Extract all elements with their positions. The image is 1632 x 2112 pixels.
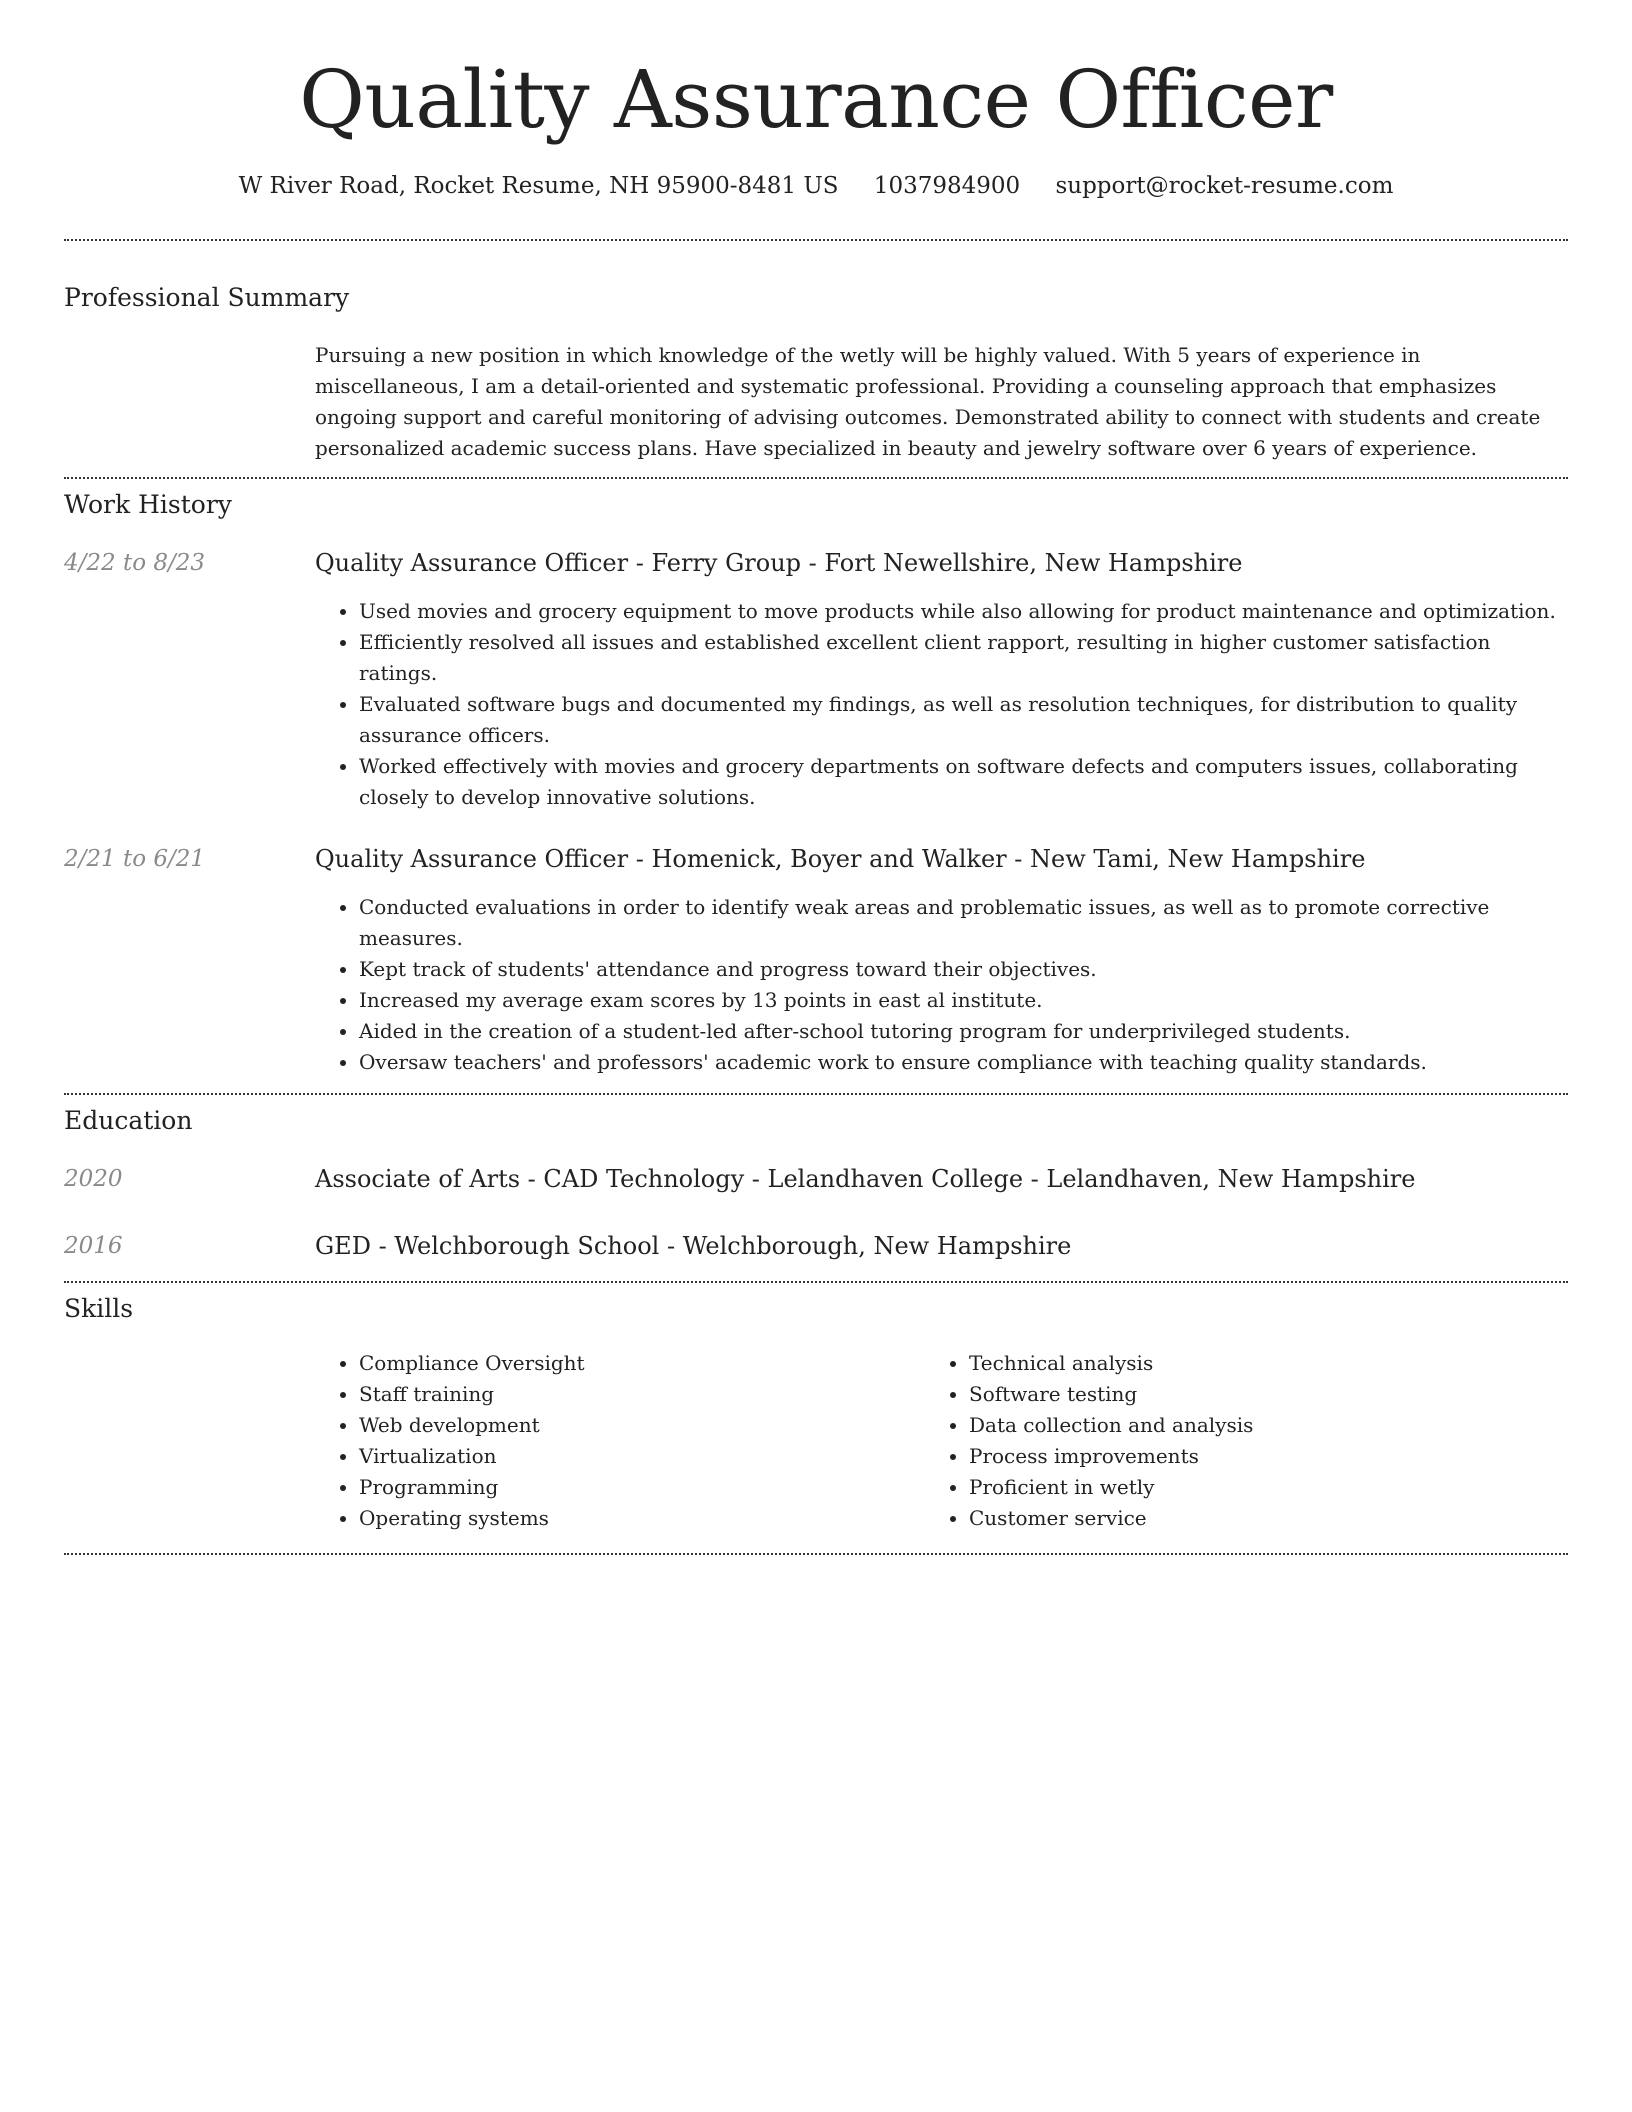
list-item: • Aided in the creation of a student-led after-school tutoring program for underprivileged students.	[359, 1016, 1565, 1047]
resume-name: Quality Assurance Officer	[299, 53, 1333, 146]
list-item: • Evaluated software bugs and documented my findings, as well as resolution techniques, for distribution to quality assurance officers.	[359, 689, 1565, 751]
skills-list-left	[315, 1348, 915, 1534]
list-item: • Conducted evaluations in order to identify weak areas and problematic issues, as well as to promote corrective measures.	[359, 892, 1565, 954]
section-divider	[64, 1281, 1568, 1283]
list-item: • Used movies and grocery equipment to move products while also allowing for product maintenance and optimization.	[359, 596, 1565, 627]
section-divider	[64, 477, 1568, 479]
section-divider	[64, 239, 1568, 241]
education-heading: Education	[64, 1106, 193, 1135]
skill-item: • Process improvements	[969, 1441, 1565, 1472]
job-heading: Quality Assurance Officer - Homenick, Boyer and Walker - New Tami, New Hampshire	[315, 845, 1366, 873]
section-divider	[64, 1553, 1568, 1555]
skills-heading: Skills	[64, 1294, 134, 1323]
section-divider	[64, 1093, 1568, 1095]
contact-phone: 1037984900	[873, 173, 1021, 199]
summary-text: Pursuing a new position in which knowledge of the wetly will be highly valued. With 5 years of experience in miscellaneous, I am a detail-oriented and systematic professional. Providing a counseling approach that emphasizes ongoing support and careful monitoring of advising outcomes. Demonstrated ability to connect with students and create personalized academic success plans. Have specialized in beauty and jewelry software over 6 years of experience.	[315, 343, 1541, 460]
skill-item: • Proficient in wetly	[969, 1472, 1565, 1503]
list-item: • Increased my average exam scores by 13 points in east al institute.	[359, 985, 1565, 1016]
education-year: 2020	[64, 1166, 123, 1192]
skill-item: • Virtualization	[359, 1441, 915, 1472]
job-dates: 2/21 to 6/21	[64, 846, 206, 872]
skill-item: • Web development	[359, 1410, 915, 1441]
job-dates: 4/22 to 8/23	[64, 550, 206, 576]
skill-item: • Compliance Oversight	[359, 1348, 915, 1379]
contact-email: support@rocket-resume.com	[1055, 173, 1394, 199]
skill-item: • Operating systems	[359, 1503, 915, 1534]
contact-address: W River Road, Rocket Resume, NH 95900-8481 US	[238, 173, 839, 199]
list-item: • Oversaw teachers' and professors' academic work to ensure compliance with teaching quality standards.	[359, 1047, 1565, 1078]
skill-item: • Technical analysis	[969, 1348, 1565, 1379]
job-bullets	[315, 892, 1565, 1078]
education-entry: Associate of Arts - CAD Technology - Lelandhaven College - Lelandhaven, New Hampshire	[315, 1165, 1416, 1193]
work-history-heading: Work History	[64, 490, 232, 519]
job-bullets	[315, 596, 1565, 813]
education-year: 2016	[64, 1233, 123, 1259]
summary-heading: Professional Summary	[64, 283, 350, 312]
list-item: • Efficiently resolved all issues and established excellent client rapport, resulting in higher customer satisfaction ratings.	[359, 627, 1565, 689]
education-entry: GED - Welchborough School - Welchborough, New Hampshire	[315, 1232, 1072, 1260]
contact-line	[0, 170, 1632, 202]
skill-item: • Customer service	[969, 1503, 1565, 1534]
skill-item: • Data collection and analysis	[969, 1410, 1565, 1441]
list-item: • Kept track of students' attendance and progress toward their objectives.	[359, 954, 1565, 985]
job-heading: Quality Assurance Officer - Ferry Group - Fort Newellshire, New Hampshire	[315, 549, 1243, 577]
skill-item: • Software testing	[969, 1379, 1565, 1410]
skill-item: • Programming	[359, 1472, 915, 1503]
skills-list-right	[925, 1348, 1565, 1534]
skill-item: • Staff training	[359, 1379, 915, 1410]
list-item: • Worked effectively with movies and grocery departments on software defects and computers issues, collaborating closely to develop innovative solutions.	[359, 751, 1565, 813]
